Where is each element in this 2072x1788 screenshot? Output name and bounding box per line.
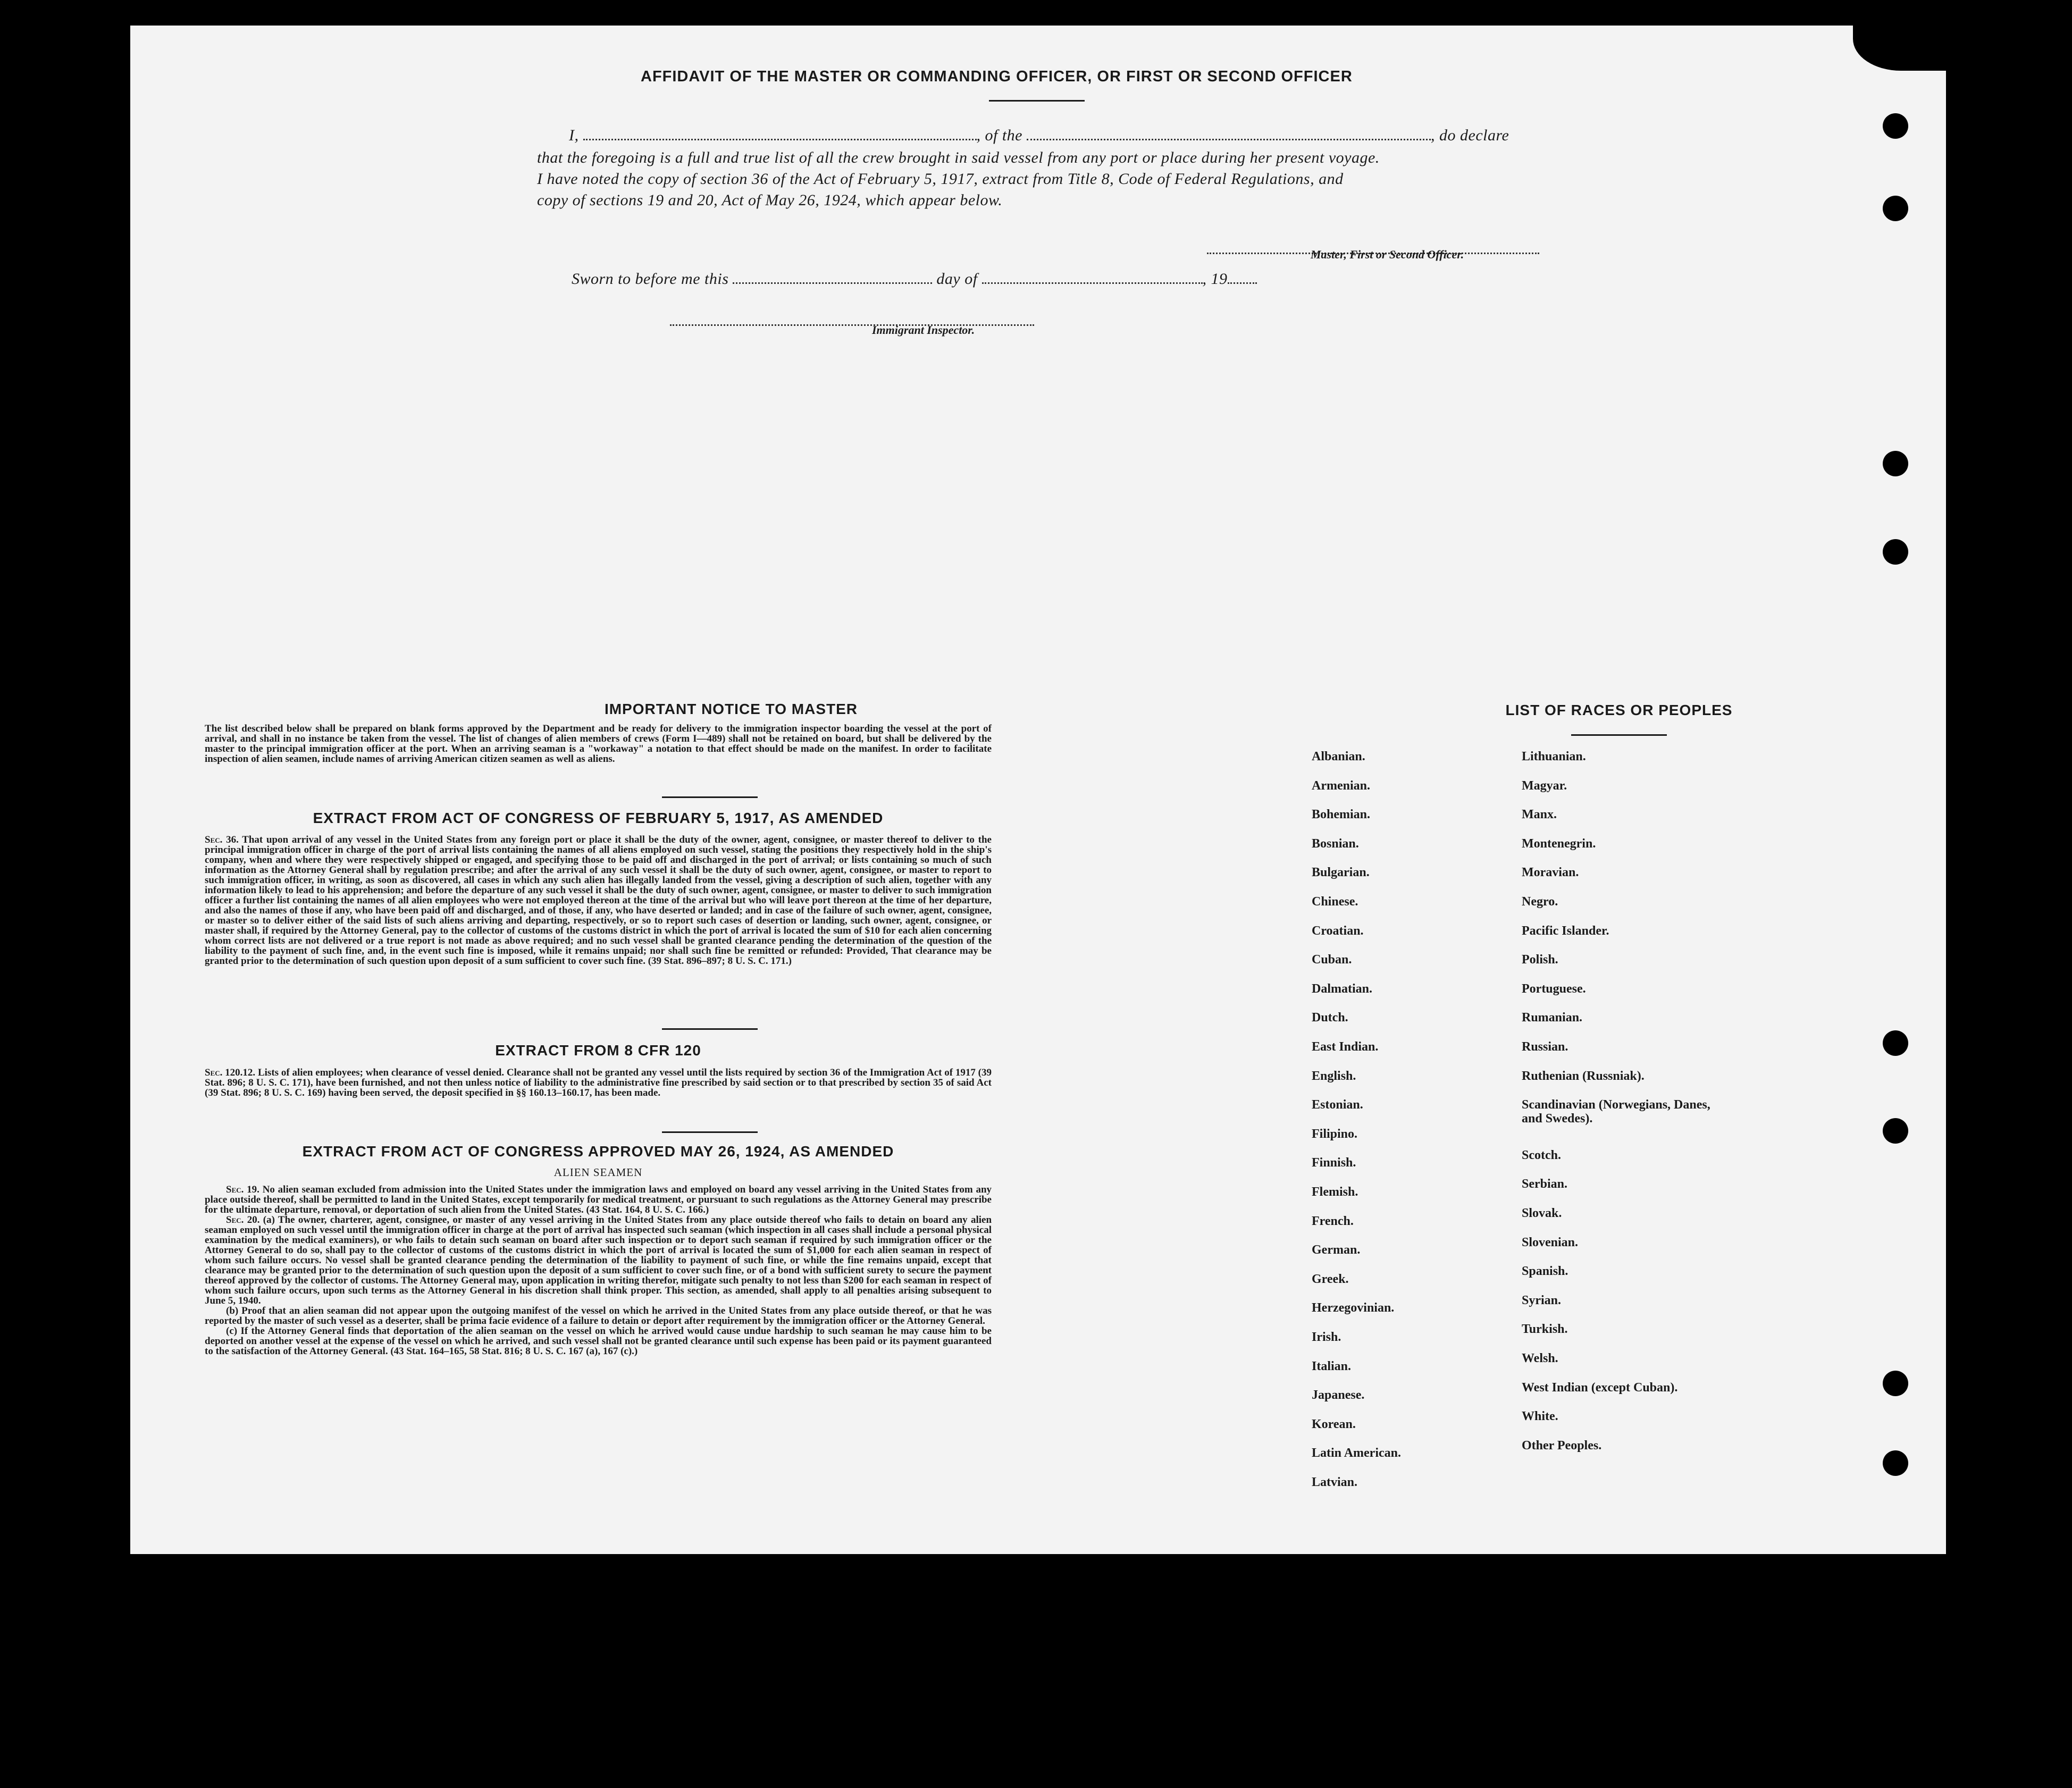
- punch-hole: [1883, 1118, 1908, 1144]
- race-item: Ruthenian (Russniak).: [1522, 1069, 1645, 1083]
- race-item: Scotch.: [1522, 1148, 1561, 1162]
- declarant-label: I,: [569, 127, 579, 144]
- affidavit-line-3: I have noted the copy of section 36 of the Act of February 5, 1917, extract from Title 8, Code of Federal Regulations, and: [537, 170, 1344, 188]
- extract-1917-text: [205, 835, 992, 966]
- race-item: Russian.: [1522, 1040, 1568, 1054]
- inspector-label: Immigrant Inspector.: [872, 323, 975, 337]
- race-item: English.: [1312, 1069, 1356, 1083]
- race-item: French.: [1312, 1214, 1354, 1228]
- divider: [662, 1131, 758, 1133]
- race-item: Syrian.: [1522, 1293, 1562, 1307]
- race-item: Negro.: [1522, 895, 1558, 909]
- race-item: Greek.: [1312, 1272, 1349, 1286]
- race-item: Manx.: [1522, 808, 1557, 822]
- section-20a-text: (a) The owner, charterer, agent, consignee, or master of any vessel arriving in the United States from any place outside thereof who fails to detain on board any alien seaman employed on such vessel until the immigration officer in charge at the port of arrival has inspected such seaman (which inspection in all cases shall include a personal physical examination by the medical examiners), or who fails to detain such seaman on board after such inspection or to deport such seaman if required by such immigration officer or the Attorney General to do so, shall pay to the collector of customs of the customs district in which the port of arrival is located the sum of $1,000 for each alien seaman in respect of whom such failure occurs. No vessel shall be granted clearance pending the determination of the liability to payment of such fine, or while the fine remains unpaid, except that clearance may be granted prior to the determination of such question upon the deposit of a sum sufficient to cover such fine, or of a bond with sufficient surety to secure the payment thereof approved by the collector of customs. The Attorney General may, upon application in writing therefor, mitigate such penalty to not less than $200 for each seaman in respect of whom such failure occurs, upon such terms as the Attorney General in his discretion shall think proper. This section, as amended, shall apply to all penalties arising subsequent to June 5, 1940.: [205, 1214, 992, 1306]
- punch-hole: [1883, 451, 1908, 476]
- affidavit-line-4: copy of sections 19 and 20, Act of May 26, 1924, which appear below.: [537, 191, 1003, 209]
- alien-seamen-subtitle: ALIEN SEAMEN: [553, 1166, 643, 1179]
- sworn-month-field[interactable]: [982, 271, 1203, 284]
- race-item: Bosnian.: [1312, 836, 1359, 851]
- extract-1917-title: EXTRACT FROM ACT OF CONGRESS OF FEBRUARY 5, 1917, AS AMENDED: [313, 810, 884, 826]
- race-item: Moravian.: [1522, 866, 1579, 880]
- section-label: Sec. 20.: [226, 1214, 260, 1225]
- race-item: Bulgarian.: [1312, 866, 1370, 880]
- race-item: Dutch.: [1312, 1011, 1348, 1025]
- extract-1924-title: EXTRACT FROM ACT OF CONGRESS APPROVED MAY 26, 1924, AS AMENDED: [302, 1143, 894, 1160]
- race-item: East Indian.: [1312, 1040, 1379, 1054]
- notice-text: The list described below shall be prepared on blank forms approved by the Department and be ready for delivery to the immigration inspector boarding the vessel at the port of arrival, and shall in no instance be taken from the vessel. The list of changes of alien members of crews (Form I—489) shall not be retained on board, but shall be delivered by the master to the principal immigration officer at the port. When an arriving seaman is a "workaway" a notation to that effect should be made on the manifest. In order to facilitate inspection of alien seamen, include names of arriving American citizen seamen as well as aliens.: [205, 723, 992, 765]
- section-label: Sec. 120.12.: [205, 1067, 256, 1078]
- extract-cfr-text: [205, 1068, 992, 1098]
- race-item: Spanish.: [1522, 1264, 1568, 1279]
- race-item: Dalmatian.: [1312, 981, 1372, 996]
- sworn-label: Sworn to before me this: [572, 270, 729, 288]
- section-19-text: No alien seaman excluded from admission into the United States under the immigration laws and employed on board any vessel arriving in the United States from any place outside thereof, shall be permitted to land in the United States, except temporarily for medical treatment, or pursuant to such regulations as the Attorney General may prescribe for the ultimate departure, removal, or deportation of such alien from the United States. (43 Stat. 164, 8 U. S. C. 166.): [205, 1184, 992, 1215]
- race-item: Lithuanian.: [1522, 750, 1586, 763]
- punch-hole: [1883, 1450, 1908, 1476]
- race-item: Korean.: [1312, 1417, 1356, 1431]
- punch-hole: [1883, 196, 1908, 221]
- race-item: Filipino.: [1312, 1127, 1358, 1141]
- section-120-text: Lists of alien employees; when clearance of vessel denied. Clearance shall not be granted any vessel until the lists required by section 36 of the Immigration Act of 1917 (39 Stat. 896; 8 U. S. C. 171), have been furnished, and not then unless notice of liability to the administrative fine prescribed by said section or to that prescribed by section 35 of said Act (39 Stat. 896; 8 U. S. C. 169) having been served, the deposit specified in §§ 160.13–160.17, has been made.: [205, 1067, 992, 1098]
- race-item: Slovenian.: [1522, 1235, 1579, 1249]
- extract-1924-text: [205, 1185, 992, 1356]
- inspector-signature-field[interactable]: [670, 313, 1034, 326]
- section-label: Sec. 19.: [226, 1184, 259, 1195]
- race-item: Turkish.: [1522, 1322, 1568, 1337]
- section-label: Sec. 36.: [205, 834, 239, 845]
- declare-label: , do declare: [1431, 127, 1509, 144]
- sworn-day-field[interactable]: [733, 271, 932, 284]
- race-item: Montenegrin.: [1522, 836, 1596, 851]
- affidavit-line-2: that the foregoing is a full and true list of all the crew brought in said vessel from any port or place during her present voyage.: [537, 149, 1380, 166]
- master-signature-label: Master, First or Second Officer.: [1311, 248, 1464, 261]
- day-of-label: day of: [936, 270, 978, 288]
- section-20b: (b) Proof that an alien seaman did not appear upon the outgoing manifest of the vessel on which he arrived in the United States from any place outside thereof, or that he was reported by the master of such vessel as a deserter, shall be prima facie evidence of a failure to detain or deport after requirement by the immigration officer or the Attorney General.: [205, 1305, 992, 1327]
- race-item: Finnish.: [1312, 1156, 1356, 1170]
- vessel-name-field[interactable]: [1027, 127, 1431, 140]
- race-item: Flemish.: [1312, 1185, 1358, 1199]
- divider: [662, 1028, 758, 1030]
- affidavit-line-1: [569, 127, 1670, 145]
- form-sheet: [130, 26, 1946, 1554]
- race-item: Herzegovinian.: [1312, 1301, 1395, 1315]
- race-item: Other Peoples.: [1522, 1438, 1602, 1453]
- punch-hole: [1883, 1030, 1908, 1056]
- race-item: Croatian.: [1312, 924, 1364, 938]
- race-item: Rumanian.: [1522, 1011, 1583, 1025]
- punch-hole: [1883, 1371, 1908, 1396]
- race-item: Polish.: [1522, 953, 1558, 967]
- torn-corner: [1853, 20, 1949, 71]
- race-item: Japanese.: [1312, 1388, 1365, 1403]
- race-item: Irish.: [1312, 1330, 1341, 1344]
- sworn-line: [572, 270, 1257, 288]
- affidavit-title: AFFIDAVIT OF THE MASTER OR COMMANDING OFFICER, OR FIRST OR SECOND OFFICER: [641, 68, 1353, 85]
- section-36-text: That upon arrival of any vessel in the United States from any foreign port or place it shall be the duty of the owner, agent, consignee, or master thereof to deliver to the principal immigration officer in charge of the port of arrival lists containing the names of all aliens employed on such vessel, stating the positions they respectively hold in the ship's company, when and where they were respectively shipped or engaged, and specifying those to be paid off and discharged in the port of arrival; or lists containing so much of such information as the Attorney General shall by regulation prescribe; and after the arrival of any such vessel it shall be the duty of such owner, agent, consignee, or master to report to such immigration officer, in writing, as soon as discovered, all cases in which any such alien has illegally landed from the vessel, giving a description of such alien, together with any information likely to lead to his apprehension; and before the departure of any such vessel it shall be the duty of such owner, agent, consignee, or master to deliver to such immigration officer a further list containing the names of all alien employees who were not employed thereon at the time of the arrival but who will leave port thereon at the time of her departure, and also the names of those if any, who have been paid off and discharged, and of those, if any, who have deserted or landed; and in case of the failure of such owner, agent, consignee, or master so to deliver either of the said lists of such aliens arriving and departing, respectively, or so to report such cases of desertion or landing, such owner, agent, consignee, or master shall, if required by the Attorney General, pay to the collector of customs of the customs district in which the port of arrival is located the sum of $10 for each alien concerning whom correct lists are not delivered or a true report is not made as above required; and no such vessel shall be granted clearance pending the determination of the question of the liability to the payment of such fine, and, in the event such fine is imposed, while it remains unpaid; nor shall such fine be remitted or refunded: Provided, That clearance may be granted prior to the determination of such question upon deposit of a sum sufficient to cover such fine. (39 Stat. 896–897; 8 U. S. C. 171.): [205, 834, 992, 967]
- race-item: Cuban.: [1312, 953, 1352, 967]
- race-item: Latin American.: [1312, 1446, 1401, 1460]
- race-item: German.: [1312, 1243, 1361, 1257]
- sworn-year-field[interactable]: [1228, 271, 1257, 284]
- divider: [1571, 734, 1667, 736]
- race-item: Pacific Islander.: [1522, 924, 1609, 938]
- section-20a: [205, 1215, 992, 1306]
- race-item: West Indian (except Cuban).: [1522, 1380, 1678, 1395]
- race-item: Italian.: [1312, 1359, 1352, 1373]
- vessel-label: , of the: [976, 127, 1022, 144]
- race-item: Welsh.: [1522, 1352, 1558, 1365]
- punch-hole: [1883, 539, 1908, 565]
- race-item: Armenian.: [1312, 778, 1370, 793]
- divider: [989, 100, 1085, 102]
- race-item: Bohemian.: [1312, 808, 1371, 822]
- race-item: Portuguese.: [1522, 981, 1586, 996]
- punch-hole: [1883, 113, 1908, 139]
- race-item: Slovak.: [1522, 1206, 1562, 1220]
- section-20c: (c) If the Attorney General finds that deportation of the alien seaman on the vessel on which he arrived would cause undue hardship to such seaman he may cause him to be deported on another vessel at the expense of the vessel on which he arrived, and such vessel shall not be granted clearance until such expense has been paid or its payment guaranteed to the satisfaction of the Attorney General. (43 Stat. 164–165, 58 Stat. 816; 8 U. S. C. 167 (a), 167 (c).): [205, 1325, 992, 1357]
- races-title: LIST OF RACES OR PEOPLES: [1505, 702, 1733, 718]
- race-item: White.: [1522, 1409, 1558, 1424]
- section-19: [205, 1185, 992, 1215]
- race-item: Scandinavian (Norwegians, Danes, and Swedes).: [1522, 1098, 1710, 1126]
- extract-cfr-title: EXTRACT FROM 8 CFR 120: [495, 1042, 701, 1059]
- race-item: Serbian.: [1522, 1177, 1568, 1191]
- race-item: Estonian.: [1312, 1098, 1363, 1112]
- race-item: Albanian.: [1312, 750, 1365, 763]
- notice-title: IMPORTANT NOTICE TO MASTER: [604, 701, 858, 717]
- race-item: Magyar.: [1522, 778, 1567, 793]
- divider: [662, 796, 758, 798]
- year-label: , 19: [1202, 270, 1228, 288]
- declarant-name-field[interactable]: [583, 127, 977, 140]
- race-item: Latvian.: [1312, 1475, 1358, 1489]
- race-item: Chinese.: [1312, 895, 1358, 909]
